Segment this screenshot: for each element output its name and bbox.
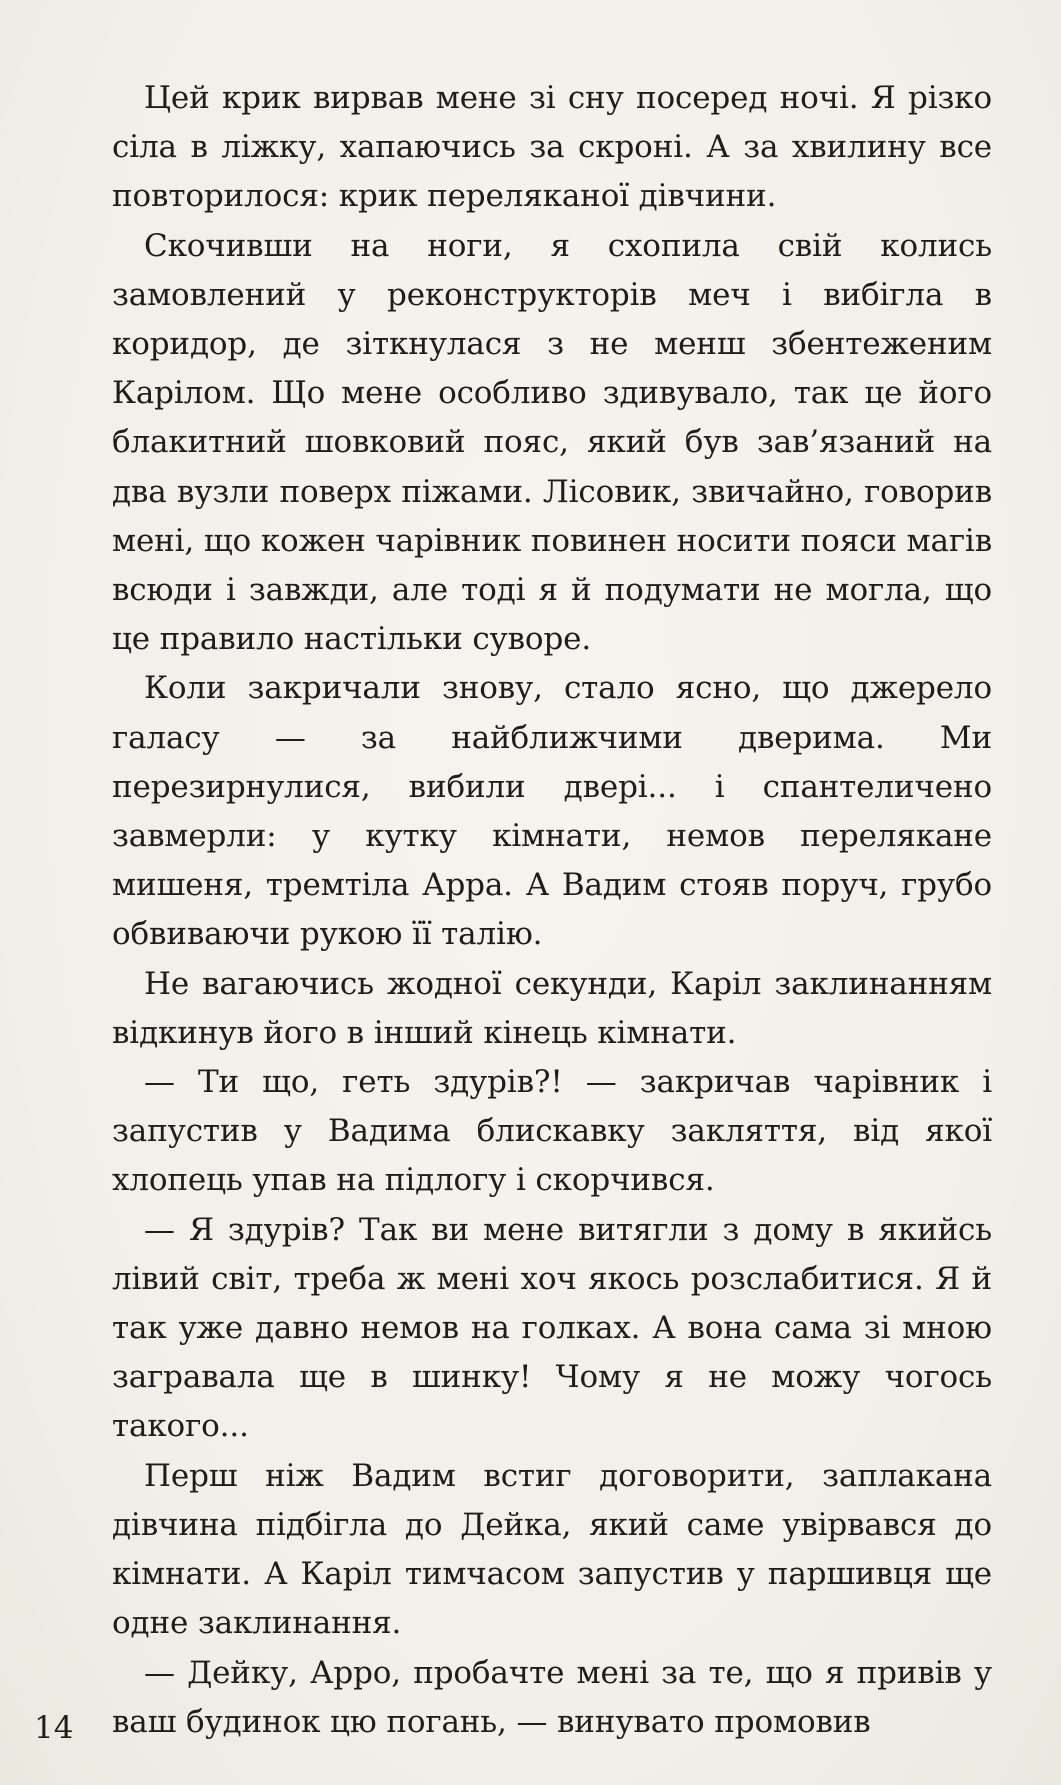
paragraph-7: Перш ніж Вадим встиг договорити, заплакана дівчина підбігла до Дейка, який саме увірвався до кімнати. А Каріл тимчасом запустив у паршивця ще одне заклинання.: [112, 1457, 992, 1642]
paragraph-5: — Ти що, геть здурів?! — закричав чарівник і запустив у Вадима блискавку закляття, від якої хлопець упав на підлогу і скорчився.: [112, 1064, 992, 1199]
paragraph-3: Коли закричали знову, стало ясно, що джерело галасу — за найближчими дверима. Ми перезирнулися, вибили двері... і спантеличено завмерли: у кутку кімнати, немов перелякане мишеня, тремтіла Арра. А Вадим стояв поруч, грубо обвиваючи рукою її талію.: [112, 670, 992, 953]
paragraph-6: — Я здурів? Так ви мене витягли з дому в якийсь лівий світ, треба ж мені хоч якось розслабитися. Я й так уже давно немов на голках. А вона сама зі мною загравала ще в шинку! Чому я не можу чогось такого...: [112, 1211, 992, 1445]
page-number: 14: [34, 1710, 74, 1746]
paragraph-1: Цей крик вирвав мене зі сну посеред ночі. Я різко сіла в ліжку, хапаючись за скроні. А за хвилину все повторилося: крик переляканої дівчини.: [112, 80, 992, 215]
paragraph-4: Не вагаючись жодної секунди, Каріл заклинанням відкинув його в інший кінець кімнати.: [112, 965, 992, 1051]
body-text: [112, 74, 992, 1747]
paragraph-8: — Дейку, Арро, пробачте мені за те, що я привів у ваш будинок цю погань, — винувато промовив: [112, 1654, 992, 1740]
paragraph-2: Скочивши на ноги, я схопила свій колись замовлений у реконструкторів меч і вибігла в коридор, де зіткнулася з не менш збентеженим Карілом. Що мене особливо здивувало, так це його блакитний шовковий пояс, який був зав’язаний на два вузли поверх піжами. Лісовик, звичайно, говорив мені, що кожен чарівник повинен носити пояси магів всюди і завжди, але тоді я й подумати не могла, що це правило настільки суворе.: [112, 227, 992, 658]
